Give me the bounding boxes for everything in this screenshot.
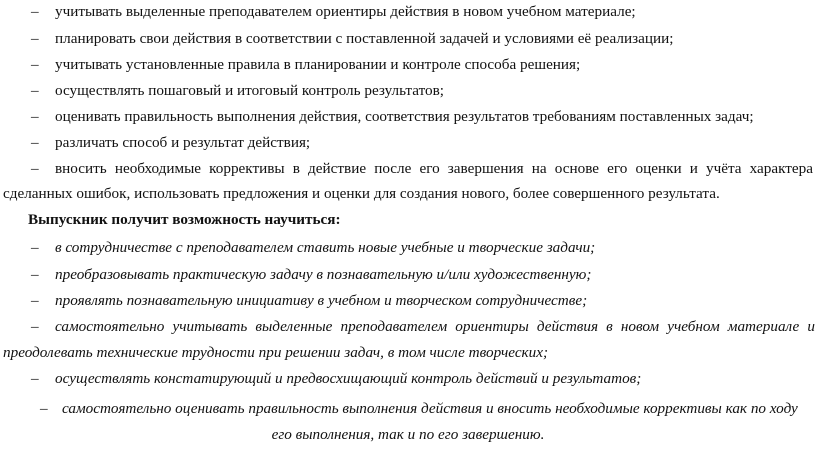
list-item <box>31 292 587 310</box>
dash-marker: – <box>31 134 39 151</box>
list-item <box>31 30 673 48</box>
list-item-text: учитывать выделенные преподавателем ориентиры действия в новом учебном материале; <box>55 3 636 20</box>
list-item-continuation: сделанных ошибок, использовать предложения и оценки для создания нового, более совершенного результата. <box>3 185 720 202</box>
list-item-text: планировать свои действия в соответствии с поставленной задачей и условиями её реализации; <box>55 30 674 47</box>
list-item-continuation: преодолевать технические трудности при решении задач, в том числе творческих; <box>3 344 549 361</box>
dash-marker: – <box>31 370 39 387</box>
list-item <box>31 318 815 336</box>
list-item-text: осуществлять пошаговый и итоговый контроль результатов; <box>55 82 445 99</box>
list-item-text: учитывать установленные правила в планировании и контроле способа решения; <box>55 56 581 73</box>
dash-marker: – <box>40 400 48 417</box>
list-item-text: преобразовывать практическую задачу в познавательную и/или художественную; <box>55 266 592 283</box>
list-item <box>31 56 580 74</box>
dash-marker: – <box>31 292 39 309</box>
list-item-text: различать способ и результат действия; <box>55 134 311 151</box>
list-item-text: проявлять познавательную инициативу в учебном и творческом сотрудничестве; <box>55 292 588 309</box>
list-item <box>31 134 310 152</box>
list-item <box>31 108 754 126</box>
dash-marker: – <box>31 3 39 20</box>
list-item-text: самостоятельно учитывать выделенные преподавателем ориентиры действия в новом учебном материале и <box>55 318 815 335</box>
list-item <box>31 3 636 21</box>
list-item-text: в сотрудничестве с преподавателем ставить новые учебные и творческие задачи; <box>55 239 596 256</box>
dash-marker: – <box>31 56 39 73</box>
dash-marker: – <box>31 239 39 256</box>
list-item <box>31 266 591 284</box>
dash-marker: – <box>31 266 39 283</box>
list-item <box>31 239 595 257</box>
list-item <box>31 82 444 100</box>
dash-marker: – <box>31 318 39 335</box>
list-item <box>31 370 641 388</box>
list-item <box>40 400 798 418</box>
section-heading: Выпускник получит возможность научиться: <box>28 211 341 228</box>
list-item-text: вносить необходимые коррективы в действие после его завершения на основе его оценки и учёта характера <box>55 160 813 177</box>
dash-marker: – <box>31 108 39 125</box>
list-item-text: оценивать правильность выполнения действия, соответствия результатов требованиям поставленных задач; <box>55 108 754 125</box>
list-item-text: осуществлять констатирующий и предвосхищающий контроль действий и результатов; <box>55 370 642 387</box>
dash-marker: – <box>31 160 39 177</box>
dash-marker: – <box>31 30 39 47</box>
list-item <box>31 160 813 178</box>
dash-marker: – <box>31 82 39 99</box>
list-item-continuation: его выполнения, так и по его завершению. <box>271 426 545 443</box>
list-item-text: самостоятельно оценивать правильность выполнения действия и вносить необходимые коррективы как по ходу <box>62 400 798 417</box>
